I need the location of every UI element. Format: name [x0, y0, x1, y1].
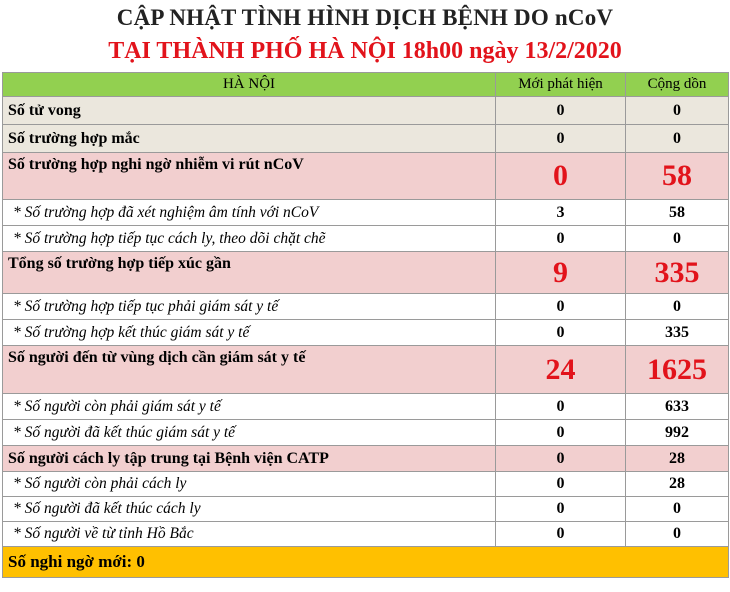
row-new-value: 9 — [496, 252, 626, 294]
table-row — [3, 497, 729, 522]
table-row — [3, 125, 729, 153]
row-total-value: 0 — [626, 125, 729, 153]
row-new-value: 3 — [496, 200, 626, 226]
row-label: Tổng số trường hợp tiếp xúc gần — [3, 252, 496, 294]
footer-row — [3, 547, 729, 578]
row-label: Số trường hợp mắc — [3, 125, 496, 153]
table-row — [3, 522, 729, 547]
row-label: * Số trường hợp tiếp tục cách ly, theo dõi chặt chẽ — [3, 226, 496, 252]
row-label: * Số trường hợp đã xét nghiệm âm tính với nCoV — [3, 200, 496, 226]
row-new-value: 0 — [496, 294, 626, 320]
row-new-value: 0 — [496, 497, 626, 522]
page-subtitle: TẠI THÀNH PHỐ HÀ NỘI 18h00 ngày 13/2/2020 — [108, 38, 622, 64]
row-label: * Số trường hợp tiếp tục phải giám sát y tế — [3, 294, 496, 320]
row-label: * Số trường hợp kết thúc giám sát y tế — [3, 320, 496, 346]
row-new-value: 24 — [496, 346, 626, 394]
row-total-value: 1625 — [626, 346, 729, 394]
row-total-value: 633 — [626, 394, 729, 420]
column-header-total: Cộng dồn — [626, 73, 729, 97]
row-total-value: 0 — [626, 522, 729, 547]
row-label: * Số người về từ tỉnh Hồ Bắc — [3, 522, 496, 547]
column-header-new: Mới phát hiện — [496, 73, 626, 97]
row-label: * Số người đã kết thúc giám sát y tế — [3, 420, 496, 446]
row-total-value: 0 — [626, 97, 729, 125]
new-suspected-summary: Số nghi ngờ mới: 0 — [3, 547, 729, 578]
table-row — [3, 472, 729, 497]
table-row-highlight — [3, 252, 729, 294]
row-total-value: 335 — [626, 320, 729, 346]
row-total-value: 28 — [626, 446, 729, 472]
row-label: Số trường hợp nghi ngờ nhiễm vi rút nCoV — [3, 153, 496, 200]
row-new-value: 0 — [496, 320, 626, 346]
table-row — [3, 420, 729, 446]
row-total-value: 0 — [626, 294, 729, 320]
row-new-value: 0 — [496, 153, 626, 200]
column-header-region: HÀ NỘI — [3, 73, 496, 97]
row-new-value: 0 — [496, 125, 626, 153]
table-row — [3, 97, 729, 125]
row-total-value: 335 — [626, 252, 729, 294]
table-row — [3, 226, 729, 252]
row-label: Số người đến từ vùng dịch cần giám sát y tế — [3, 346, 496, 394]
row-new-value: 0 — [496, 420, 626, 446]
row-total-value: 0 — [626, 226, 729, 252]
table-row-highlight — [3, 153, 729, 200]
table-header-row — [3, 73, 729, 97]
row-label: * Số người còn phải giám sát y tế — [3, 394, 496, 420]
table-row — [3, 200, 729, 226]
row-total-value: 992 — [626, 420, 729, 446]
statistics-table — [2, 72, 729, 578]
row-total-value: 0 — [626, 497, 729, 522]
page-title: CẬP NHẬT TÌNH HÌNH DỊCH BỆNH DO nCoV — [116, 5, 614, 30]
row-new-value: 0 — [496, 226, 626, 252]
row-new-value: 0 — [496, 394, 626, 420]
row-new-value: 0 — [496, 97, 626, 125]
row-total-value: 28 — [626, 472, 729, 497]
row-new-value: 0 — [496, 446, 626, 472]
table-row-highlight — [3, 346, 729, 394]
row-total-value: 58 — [626, 200, 729, 226]
row-label: Số người cách ly tập trung tại Bệnh viện CATP — [3, 446, 496, 472]
row-label: Số tử vong — [3, 97, 496, 125]
row-total-value: 58 — [626, 153, 729, 200]
table-row — [3, 394, 729, 420]
row-new-value: 0 — [496, 522, 626, 547]
row-new-value: 0 — [496, 472, 626, 497]
table-row — [3, 320, 729, 346]
table-row-highlight — [3, 446, 729, 472]
table-row — [3, 294, 729, 320]
row-label: * Số người còn phải cách ly — [3, 472, 496, 497]
row-label: * Số người đã kết thúc cách ly — [3, 497, 496, 522]
